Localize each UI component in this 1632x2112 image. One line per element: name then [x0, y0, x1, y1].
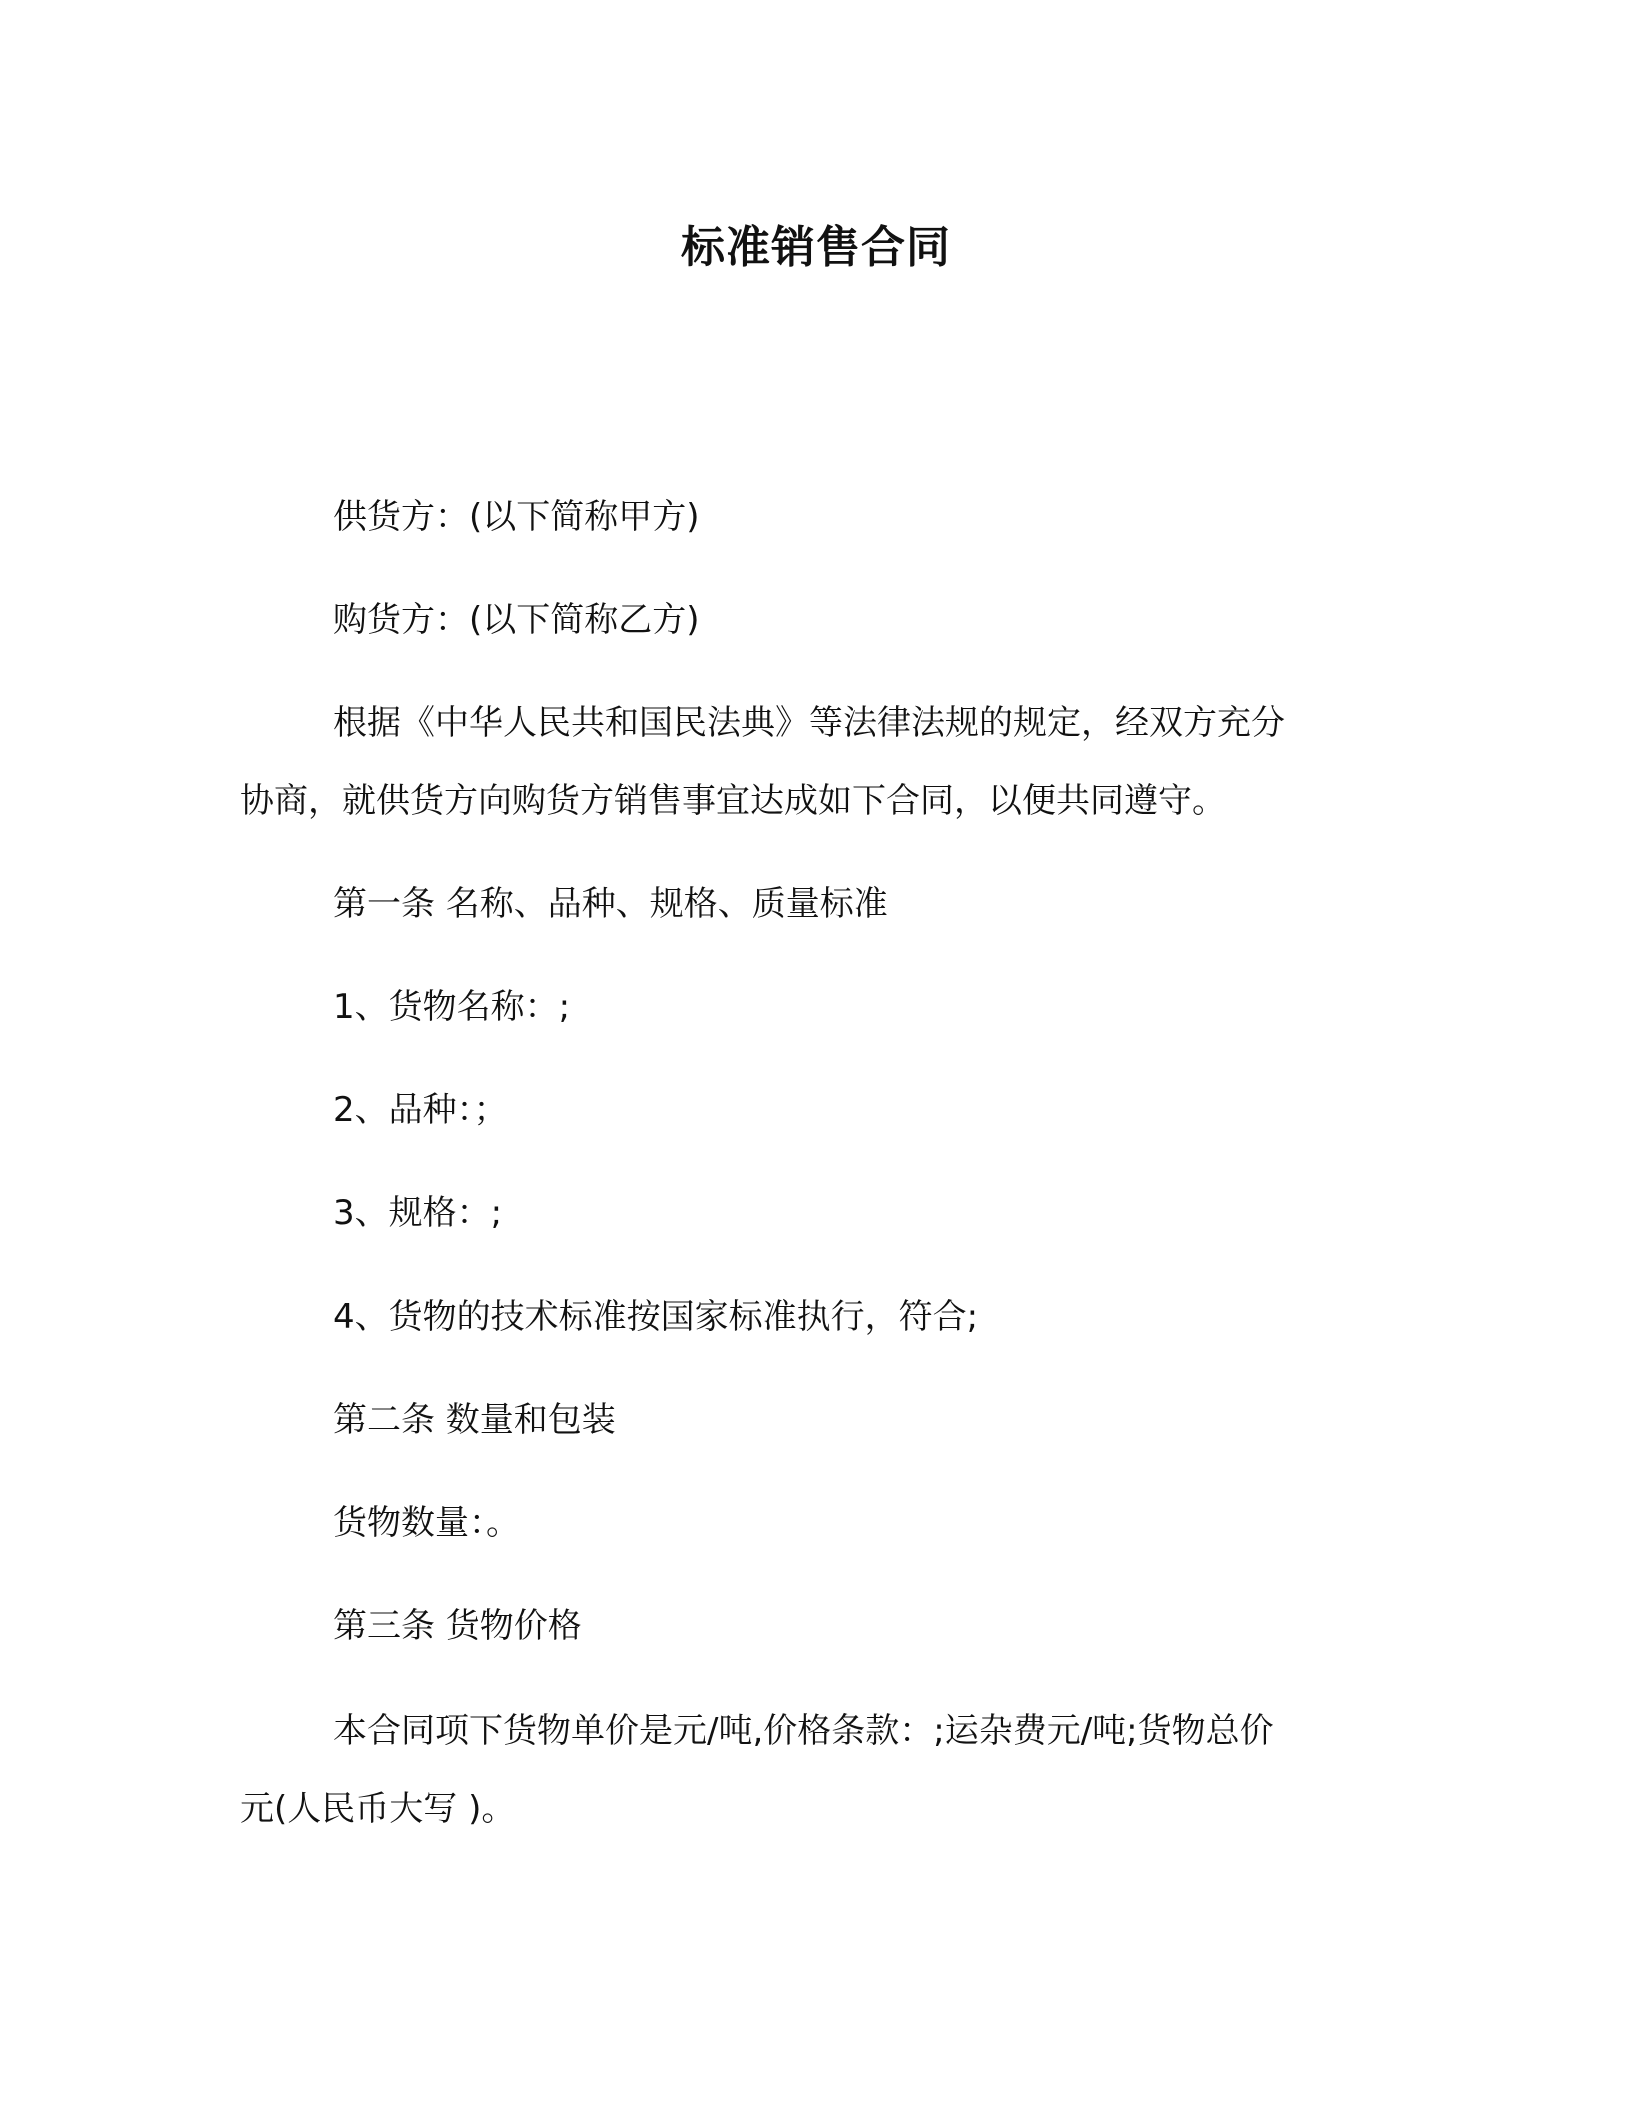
item-variety: 2、品种：；: [333, 1090, 508, 1130]
preamble-line-2: 协商，就供货方向购货方销售事宜达成如下合同，以便共同遵守。: [240, 781, 1226, 821]
article-2-heading: 第二条 数量和包装: [333, 1400, 616, 1440]
article-3-heading: 第三条 货物价格: [333, 1606, 582, 1646]
item-specification: 3、规格：;: [333, 1193, 503, 1233]
supplier-line: 供货方：(以下简称甲方): [333, 497, 700, 537]
article-1-heading: 第一条 名称、品种、规格、质量标准: [333, 884, 888, 924]
price-line-2: 元(人民币大写 )。: [240, 1789, 516, 1829]
preamble-line-1: 根据《中华人民共和国民法典》等法律法规的规定，经双方充分: [333, 703, 1285, 743]
goods-quantity-line: 货物数量：。: [333, 1503, 520, 1543]
item-technical-standard: 4、货物的技术标准按国家标准执行，符合;: [333, 1297, 979, 1337]
price-line-1: 本合同项下货物单价是元/吨,价格条款：;运杂费元/吨;货物总价: [333, 1711, 1274, 1751]
document-title: 标准销售合同: [681, 222, 951, 273]
item-goods-name: 1、货物名称：;: [333, 987, 571, 1027]
buyer-line: 购货方：(以下简称乙方): [333, 600, 700, 640]
